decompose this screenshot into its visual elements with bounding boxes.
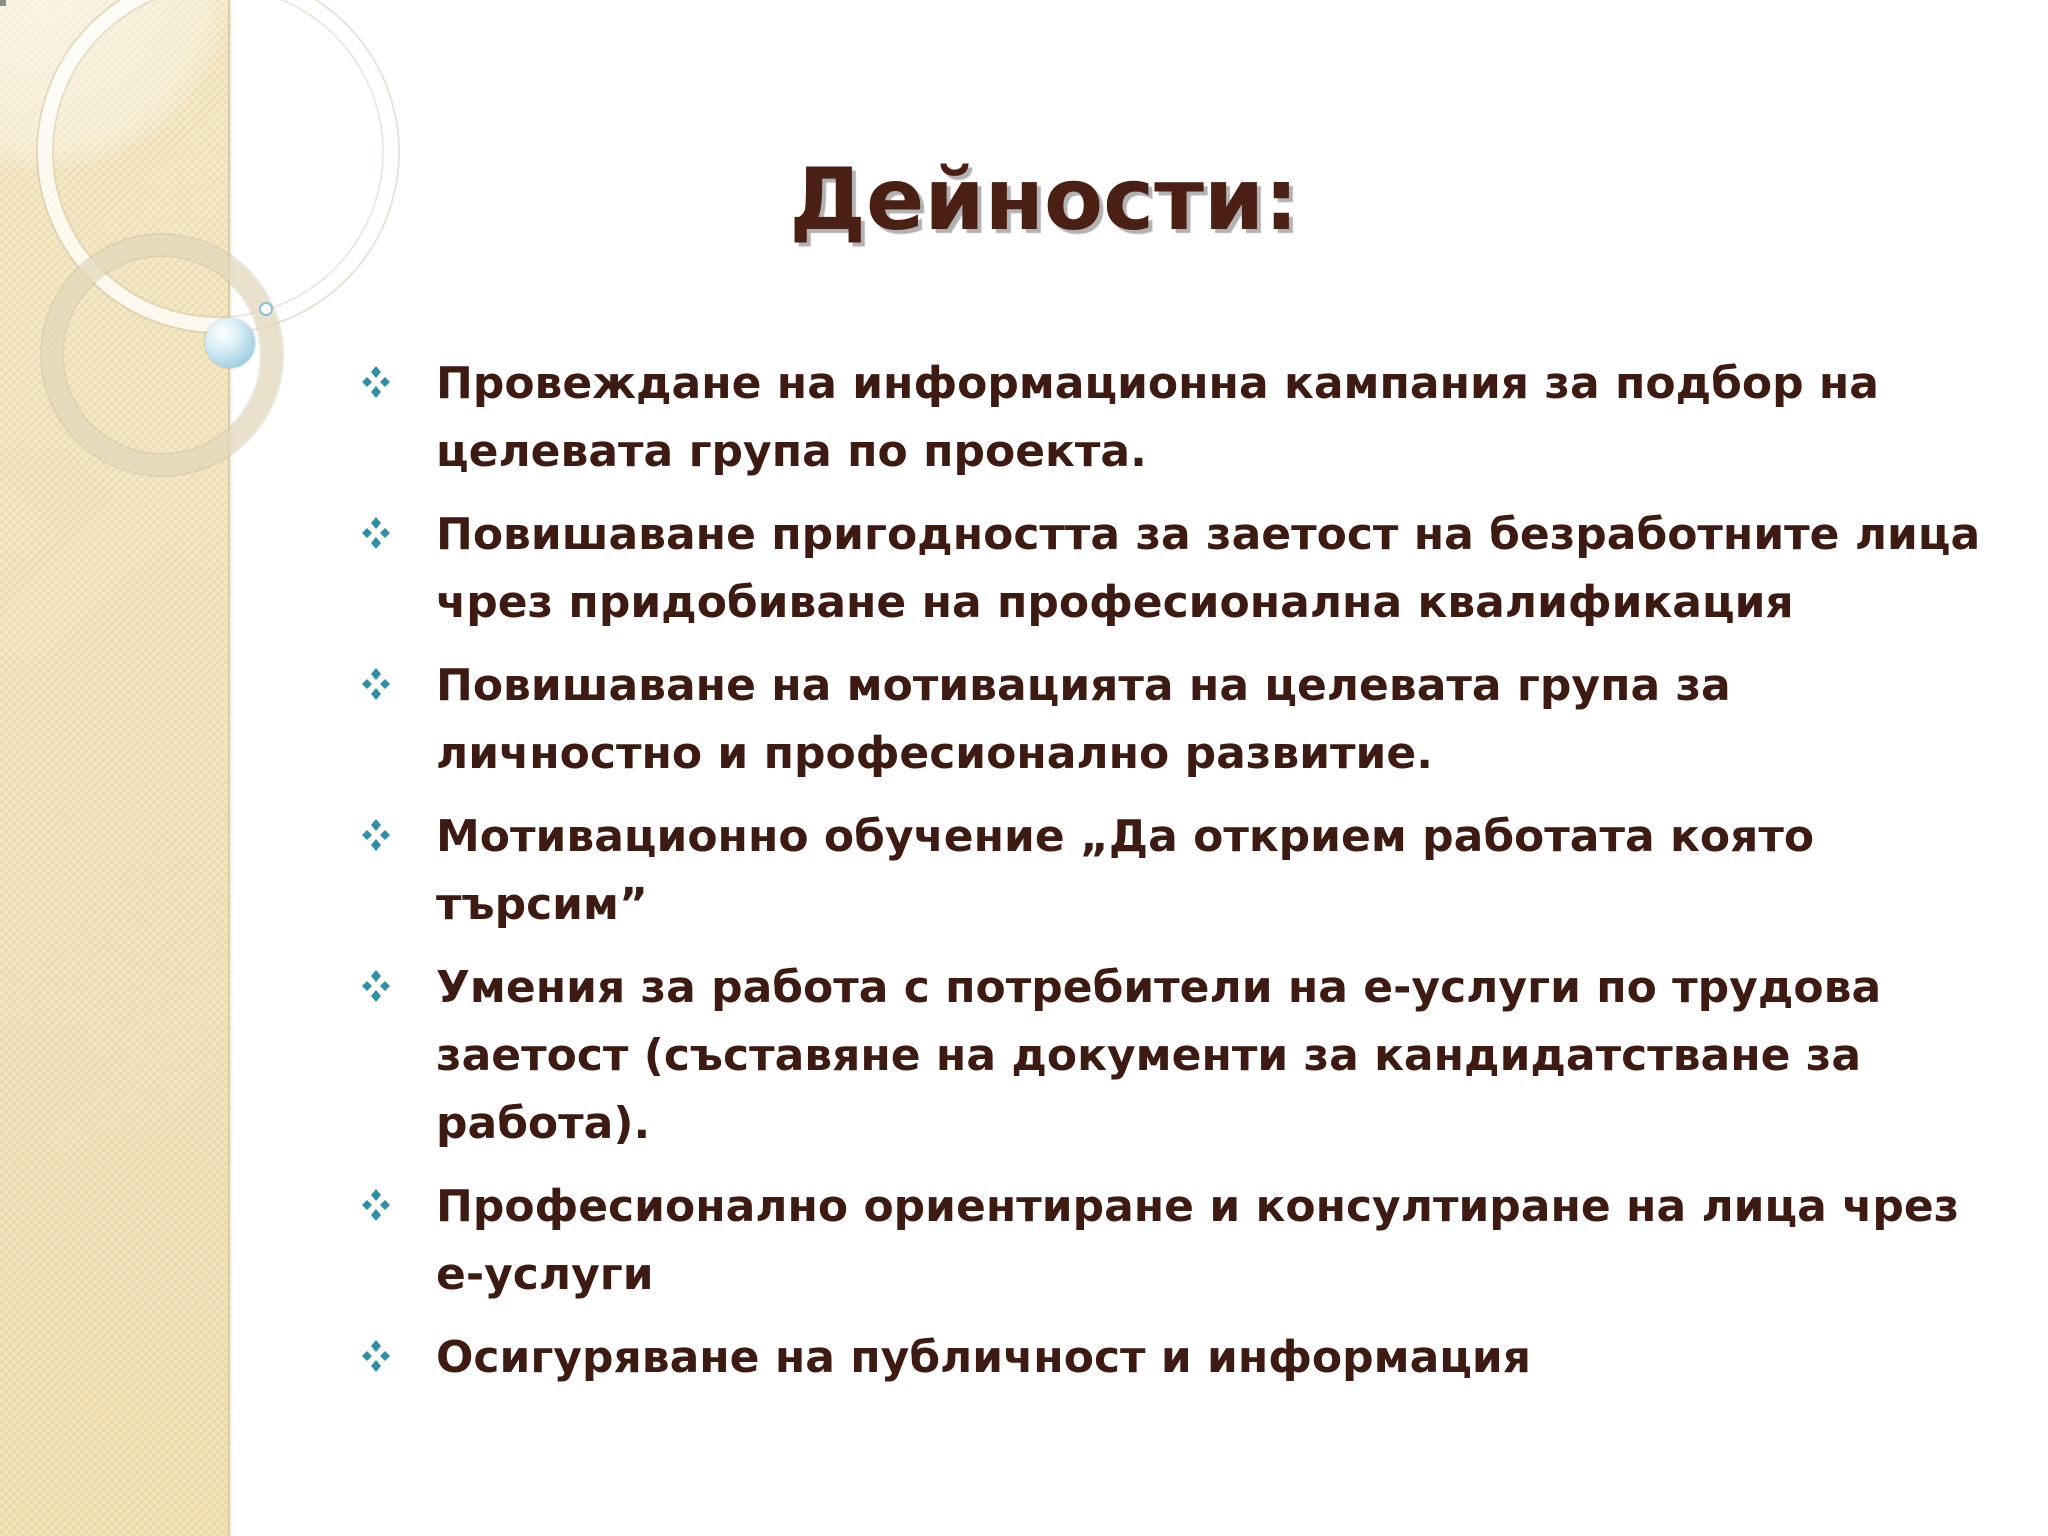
four-diamond-bullet-icon: [358, 1187, 394, 1223]
bullet-item: [352, 652, 1992, 788]
four-diamond-bullet-icon: [358, 1338, 394, 1374]
bullet-item: [352, 1173, 1992, 1309]
decorative-small-bubble: [259, 302, 273, 316]
bullet-text: Професионално ориентиране и консултиране на лица чрез е-услуги: [436, 1181, 1960, 1300]
bullet-item: [352, 501, 1992, 637]
bullet-text: Мотивационно обучение „Да открием работата която търсим”: [436, 811, 1815, 930]
slide-title: Дейности:: [789, 150, 1299, 250]
bullet-item: [352, 803, 1992, 939]
bullet-item: [352, 954, 1992, 1158]
decorative-bubble: [205, 318, 255, 368]
bullet-item: [352, 1324, 1992, 1392]
bullet-text: Умения за работа с потребители на е-услуги по трудова заетост (съставяне на документи за кандидатстване за работа).: [436, 962, 1882, 1149]
bullet-text: Повишаване пригодността за заетост на безработните лица чрез придобиване на професионална квалификация: [436, 509, 1981, 628]
bullet-item: [352, 350, 1992, 486]
four-diamond-bullet-icon: [358, 817, 394, 853]
four-diamond-bullet-icon: [358, 968, 394, 1004]
four-diamond-bullet-icon: [358, 364, 394, 400]
bullet-text: Осигуряване на публичност и информация: [436, 1332, 1531, 1383]
four-diamond-bullet-icon: [358, 515, 394, 551]
bullet-list: [352, 350, 1992, 1407]
four-diamond-bullet-icon: [358, 666, 394, 702]
bullet-text: Провеждане на информационна кампания за подбор на целевата група по проекта.: [436, 358, 1879, 477]
bullet-text: Повишаване на мотивацията на целевата група за личностно и професионално развитие.: [436, 660, 1731, 779]
